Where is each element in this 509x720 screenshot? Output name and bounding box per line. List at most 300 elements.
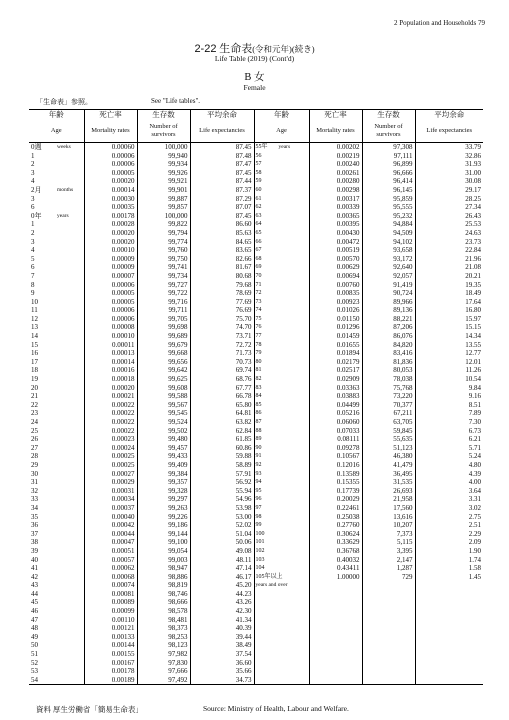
empty-cell [415, 598, 483, 607]
life-expectancy: 76.69 [190, 306, 254, 315]
age-value: 56 [255, 152, 262, 159]
survivors: 90,724 [362, 289, 415, 298]
age-value: 72 [255, 290, 262, 297]
survivors: 75,768 [362, 384, 415, 393]
life-expectancy: 9.84 [468, 383, 481, 392]
empty-cell [362, 667, 415, 676]
survivors: 97,308 [362, 143, 415, 152]
survivors: 96,666 [362, 169, 415, 178]
survivors: 73,220 [362, 392, 415, 401]
age-cell [29, 650, 84, 659]
mortality-rate: 0.00022 [84, 401, 137, 410]
life-expectancy: 86.60 [190, 220, 254, 229]
empty-cell [362, 624, 415, 633]
table-row [29, 255, 483, 264]
survivors: 98,373 [137, 624, 190, 633]
survivors: 2,147 [362, 556, 415, 565]
mortality-rate: 0.27760 [309, 521, 362, 530]
survivors: 99,794 [137, 229, 190, 238]
age-cell [29, 212, 84, 221]
life-expectancy: 72.72 [190, 341, 254, 350]
survivors: 78,038 [362, 375, 415, 384]
table-row [29, 624, 483, 633]
age-value: 70 [255, 272, 262, 279]
empty-cell [254, 641, 309, 650]
age-cell [29, 298, 84, 307]
life-expectancy: 54.96 [190, 495, 254, 504]
table-row [29, 169, 483, 178]
survivors: 99,741 [137, 263, 190, 272]
life-expectancy: 40.39 [190, 624, 254, 633]
survivors: 99,750 [137, 255, 190, 264]
survivors: 55,635 [362, 435, 415, 444]
empty-cell [254, 676, 309, 685]
age-cell [29, 375, 84, 384]
age-cell [254, 255, 309, 264]
age-cell [29, 195, 84, 204]
age-cell [254, 573, 309, 588]
mortality-rate: 0.00006 [84, 281, 137, 290]
age-cell [254, 272, 309, 281]
age-value: 33 [31, 495, 38, 504]
life-expectancy: 15.97 [465, 314, 481, 323]
table-row [29, 272, 483, 281]
age-cell [254, 435, 309, 444]
age-value: 14 [31, 332, 38, 341]
mortality-rate: 0.00060 [84, 143, 137, 152]
age-cell [29, 435, 84, 444]
age-value: 2 [31, 160, 35, 169]
header-life-expectancy-en: Life expectancies [415, 120, 483, 143]
life-expectancy: 45.20 [190, 581, 254, 590]
age-value: 57 [255, 161, 262, 168]
mortality-rate: 0.00167 [84, 659, 137, 668]
mortality-rate: 0.00472 [309, 238, 362, 247]
mortality-rate: 0.00280 [309, 177, 362, 186]
survivors: 99,722 [137, 289, 190, 298]
source-note-en: Source: Ministry of Health, Labour and Welfare. [203, 704, 349, 713]
life-expectancy: 12.01 [465, 357, 481, 366]
life-expectancy: 62.84 [190, 427, 254, 436]
life-expectancy: 38.49 [190, 641, 254, 650]
age-cell [29, 177, 84, 186]
survivors: 70,377 [362, 401, 415, 410]
mortality-rate: 0.00089 [84, 598, 137, 607]
empty-cell [415, 590, 483, 599]
mortality-rate: 0.00240 [309, 160, 362, 169]
age-value: 66 [255, 238, 262, 245]
age-value: 82 [255, 376, 262, 383]
survivors: 99,433 [137, 452, 190, 461]
table-row [29, 375, 483, 384]
empty-cell [254, 633, 309, 642]
survivors: 93,658 [362, 246, 415, 255]
survivors: 80,053 [362, 366, 415, 375]
age-value: 49 [31, 632, 38, 641]
age-value: 61 [255, 195, 262, 202]
table-row [29, 186, 483, 195]
survivors: 99,668 [137, 349, 190, 358]
age-value: 100 [255, 530, 265, 537]
life-expectancy: 53.00 [190, 513, 254, 522]
mortality-rate: 0.33629 [309, 538, 362, 547]
empty-cell [415, 633, 483, 642]
age-cell [29, 272, 84, 281]
life-expectancy: 42.30 [190, 607, 254, 616]
life-expectancy: 3.02 [468, 503, 481, 512]
age-value: 94 [255, 479, 262, 486]
life-expectancy: 28.25 [465, 194, 481, 203]
survivors: 17,560 [362, 504, 415, 513]
survivors: 83,416 [362, 349, 415, 358]
empty-cell [415, 667, 483, 676]
empty-cell [254, 659, 309, 668]
age-cell [29, 659, 84, 668]
age-cell [29, 409, 84, 418]
empty-cell [309, 667, 362, 676]
age-value: 81 [255, 367, 262, 374]
reference-note-jp: 「生命表」参照。 [36, 98, 92, 106]
age-cell [29, 152, 84, 161]
table-row [29, 323, 483, 332]
mortality-rate: 0.00189 [84, 676, 137, 685]
age-cell [254, 160, 309, 169]
age-value: 19 [31, 375, 38, 384]
table-row [29, 306, 483, 315]
age-value: 42 [31, 572, 38, 581]
age-value: 87 [255, 419, 262, 425]
mortality-rate: 0.01894 [309, 349, 362, 358]
age-value: 74 [255, 307, 262, 314]
age-value: 50 [31, 641, 38, 650]
age-cell [29, 504, 84, 513]
survivors: 99,716 [137, 298, 190, 307]
age-cell [29, 160, 84, 169]
life-expectancy: 87.29 [190, 195, 254, 204]
empty-cell [254, 667, 309, 676]
table-row [29, 659, 483, 668]
age-cell [29, 220, 84, 229]
survivors: 99,502 [137, 427, 190, 436]
mortality-rate: 0.00339 [309, 203, 362, 212]
survivors: 99,774 [137, 238, 190, 247]
age-cell [254, 375, 309, 384]
age-cell [254, 229, 309, 238]
mortality-rate: 0.43411 [309, 564, 362, 573]
age-value: 40 [31, 555, 38, 564]
age-value: 31 [31, 478, 38, 487]
reference-note-en: See "Life tables". [151, 97, 201, 105]
header-age-jp: 年齢 [29, 110, 84, 121]
age-value: 88 [255, 427, 262, 434]
survivors: 99,901 [137, 186, 190, 195]
age-value: 39 [31, 546, 38, 555]
empty-cell [254, 590, 309, 599]
survivors: 96,145 [362, 186, 415, 195]
survivors: 99,857 [137, 203, 190, 212]
survivors: 88,221 [362, 315, 415, 324]
age-value: 99 [255, 522, 262, 529]
life-expectancy: 84.65 [190, 238, 254, 247]
empty-cell [415, 581, 483, 590]
mortality-rate: 0.00025 [84, 461, 137, 470]
mortality-rate: 0.00365 [309, 212, 362, 221]
mortality-rate: 0.10567 [309, 452, 362, 461]
age-value: 98 [255, 513, 262, 520]
age-unit: years and over [255, 581, 288, 588]
survivors: 1,287 [362, 564, 415, 573]
age-value: 2 [31, 228, 35, 237]
age-value: 43 [31, 581, 38, 590]
mortality-rate: 0.00040 [84, 513, 137, 522]
age-value: 85 [255, 401, 262, 408]
empty-cell [362, 581, 415, 590]
age-cell [254, 195, 309, 204]
table-row [29, 220, 483, 229]
age-value: 46 [31, 607, 38, 616]
life-expectancy: 34.73 [190, 676, 254, 685]
age-cell [254, 409, 309, 418]
table-row [29, 504, 483, 513]
survivors: 89,966 [362, 298, 415, 307]
table-row [29, 556, 483, 565]
age-value: 53 [31, 667, 38, 676]
life-expectancy: 16.80 [465, 306, 481, 315]
life-expectancy: 69.74 [190, 366, 254, 375]
survivors: 7,373 [362, 530, 415, 539]
age-cell [254, 495, 309, 504]
table-row [29, 152, 483, 161]
age-cell [29, 289, 84, 298]
mortality-rate: 0.00062 [84, 564, 137, 573]
mortality-rate: 0.00144 [84, 641, 137, 650]
age-value: 11 [31, 306, 38, 315]
life-expectancy: 68.76 [190, 375, 254, 384]
age-value: 35 [31, 512, 38, 521]
table-row [29, 263, 483, 272]
age-cell [29, 203, 84, 212]
mortality-rate: 0.00022 [84, 409, 137, 418]
age-cell [254, 384, 309, 393]
survivors: 99,226 [137, 513, 190, 522]
age-value: 65 [255, 229, 262, 236]
mortality-rate: 0.08111 [309, 435, 362, 444]
table-row [29, 616, 483, 625]
table-title-jp-sub: (令和元年)(続き) [252, 44, 315, 54]
age-cell [29, 452, 84, 461]
table-row [29, 495, 483, 504]
header-mortality-jp: 死亡率 [84, 110, 137, 121]
age-cell [29, 418, 84, 427]
age-value: 51 [31, 650, 38, 659]
mortality-rate: 0.00006 [84, 315, 137, 324]
life-expectancy: 79.68 [190, 281, 254, 290]
mortality-rate: 0.00317 [309, 195, 362, 204]
life-expectancy: 32.86 [465, 151, 481, 160]
life-expectancy: 29.17 [465, 185, 481, 194]
empty-cell [254, 624, 309, 633]
age-value: 93 [255, 470, 262, 477]
life-expectancy: 35.66 [190, 667, 254, 676]
age-cell [29, 281, 84, 290]
age-value: 105年以上 [255, 573, 283, 580]
life-expectancy: 21.08 [465, 263, 481, 272]
mortality-rate: 0.15355 [309, 478, 362, 487]
table-row [29, 667, 483, 676]
age-cell [254, 332, 309, 341]
table-row [29, 513, 483, 522]
age-value: 12 [31, 314, 38, 323]
table-row [29, 547, 483, 556]
life-expectancy: 87.47 [190, 160, 254, 169]
survivors: 87,206 [362, 323, 415, 332]
life-expectancy: 87.37 [190, 186, 254, 195]
header-mortality-en: Mortality rates [84, 120, 137, 143]
mortality-rate: 0.00023 [84, 435, 137, 444]
age-cell [254, 521, 309, 530]
age-cell [254, 186, 309, 195]
survivors: 99,480 [137, 435, 190, 444]
life-expectancy: 61.85 [190, 435, 254, 444]
age-unit: years [57, 212, 69, 219]
age-value: 17 [31, 357, 38, 366]
age-value: 97 [255, 504, 262, 511]
mortality-rate: 0.00519 [309, 246, 362, 255]
age-value: 79 [255, 350, 262, 357]
survivors: 5,115 [362, 538, 415, 547]
age-value: 8 [31, 280, 35, 289]
survivors: 91,419 [362, 281, 415, 290]
empty-cell [415, 659, 483, 668]
mortality-rate: 0.12016 [309, 461, 362, 470]
survivors: 99,003 [137, 556, 190, 565]
table-row [29, 521, 483, 530]
table-body [29, 143, 483, 685]
age-value: 78 [255, 341, 262, 348]
age-cell [254, 452, 309, 461]
life-expectancy: 58.89 [190, 461, 254, 470]
empty-cell [309, 616, 362, 625]
survivors: 99,887 [137, 195, 190, 204]
mortality-rate: 0.25038 [309, 513, 362, 522]
age-value: 6 [31, 203, 35, 212]
age-cell [254, 289, 309, 298]
table-row [29, 633, 483, 642]
mortality-rate: 0.00047 [84, 538, 137, 547]
mortality-rate: 0.00009 [84, 255, 137, 264]
age-cell [254, 444, 309, 453]
age-unit: months [57, 186, 74, 193]
table-row [29, 409, 483, 418]
table-row [29, 487, 483, 496]
mortality-rate: 0.00005 [84, 298, 137, 307]
mortality-rate: 0.00010 [84, 246, 137, 255]
age-cell [29, 667, 84, 676]
mortality-rate: 0.40032 [309, 556, 362, 565]
age-cell [254, 177, 309, 186]
life-expectancy: 77.69 [190, 298, 254, 307]
age-cell [29, 246, 84, 255]
life-expectancy: 2.09 [468, 538, 481, 547]
age-value: 90 [255, 444, 262, 451]
table-row [29, 366, 483, 375]
survivors: 99,926 [137, 169, 190, 178]
survivors: 59,845 [362, 427, 415, 436]
life-expectancy: 2.75 [468, 512, 481, 521]
age-cell [29, 641, 84, 650]
table-row [29, 229, 483, 238]
age-unit: years [278, 144, 291, 150]
mortality-rate: 0.00008 [84, 323, 137, 332]
age-value: 52 [31, 658, 38, 667]
survivors: 99,760 [137, 246, 190, 255]
empty-cell [362, 633, 415, 642]
table-row [29, 384, 483, 393]
life-expectancy: 87.07 [190, 203, 254, 212]
age-cell [254, 487, 309, 496]
age-cell [29, 470, 84, 479]
mortality-rate: 0.00178 [84, 212, 137, 221]
survivors: 36,495 [362, 470, 415, 479]
age-cell [254, 341, 309, 350]
header-survivors-jp: 生存数 [362, 110, 415, 121]
age-cell [254, 315, 309, 324]
mortality-rate: 0.00133 [84, 633, 137, 642]
running-head: 2 Population and Households 79 [394, 19, 485, 27]
age-cell [254, 212, 309, 221]
survivors: 95,859 [362, 195, 415, 204]
survivors: 99,689 [137, 332, 190, 341]
survivors: 98,578 [137, 607, 190, 616]
mortality-rate: 0.00202 [309, 143, 362, 152]
survivors: 99,524 [137, 418, 190, 427]
survivors: 96,899 [362, 160, 415, 169]
survivors: 94,102 [362, 238, 415, 247]
table-row [29, 238, 483, 247]
age-cell [29, 633, 84, 642]
table-row [29, 418, 483, 427]
survivors: 99,297 [137, 495, 190, 504]
mortality-rate: 0.00121 [84, 624, 137, 633]
survivors: 729 [362, 573, 415, 582]
survivors: 99,656 [137, 358, 190, 367]
survivors: 95,232 [362, 212, 415, 221]
empty-cell [415, 616, 483, 625]
age-cell [29, 323, 84, 332]
table-row [29, 461, 483, 470]
age-cell [29, 341, 84, 350]
mortality-rate: 0.00014 [84, 358, 137, 367]
age-value: 16 [31, 349, 38, 358]
life-expectancy: 11.26 [465, 366, 481, 375]
table-row [29, 349, 483, 358]
life-expectancy: 63.82 [190, 418, 254, 427]
age-cell [29, 624, 84, 633]
age-value: 28 [31, 452, 38, 461]
mortality-rate: 0.00178 [84, 667, 137, 676]
mortality-rate: 0.00923 [309, 298, 362, 307]
header-survivors-en: Number of survivors [362, 120, 415, 143]
survivors: 84,820 [362, 341, 415, 350]
life-expectancy: 55.94 [190, 487, 254, 496]
empty-cell [309, 650, 362, 659]
survivors: 99,711 [137, 306, 190, 315]
survivors: 98,123 [137, 641, 190, 650]
survivors: 98,819 [137, 581, 190, 590]
mortality-rate: 0.00020 [84, 177, 137, 186]
mortality-rate: 0.00044 [84, 530, 137, 539]
age-value: 30 [31, 469, 38, 478]
